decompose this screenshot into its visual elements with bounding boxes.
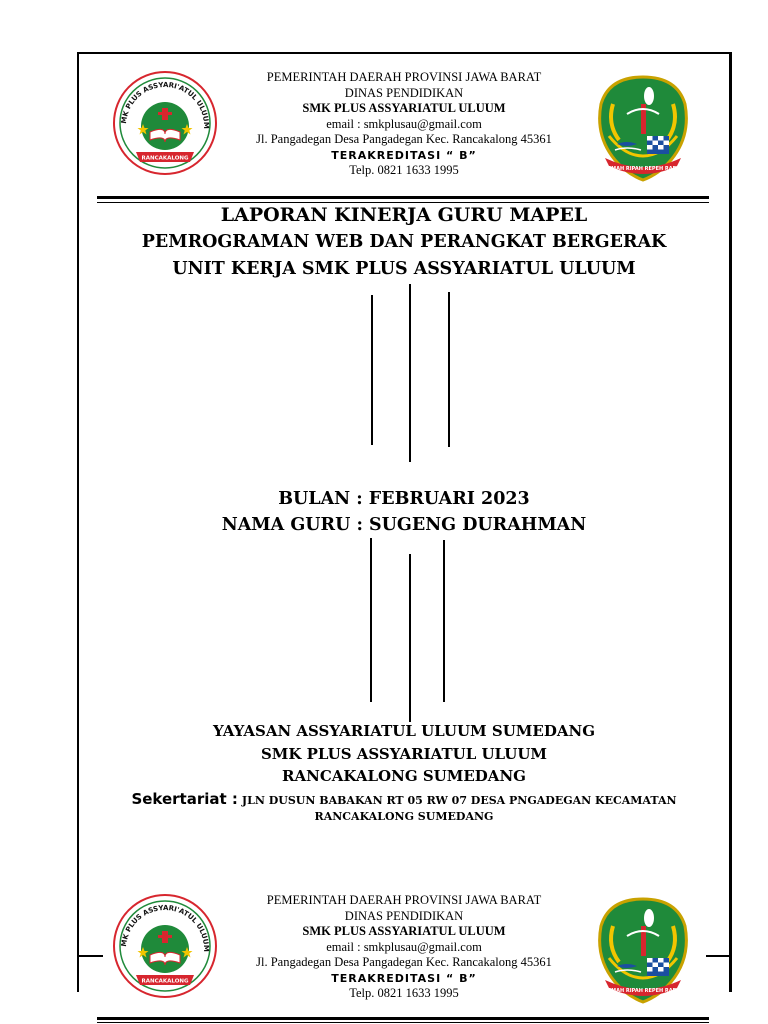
letterhead-rule-thick: [97, 196, 709, 199]
letterhead-school-name: SMK PLUS ASSYARIATUL ULUUM: [302, 101, 506, 115]
foundation-name: YAYASAN ASSYARIATUL ULUUM SUMEDANG: [212, 722, 596, 740]
secretariat-label: Sekertariat :: [131, 790, 238, 808]
logo-banner-text: RANCAKALONG: [141, 155, 189, 162]
foundation-location: RANCAKALONG SUMEDANG: [282, 767, 526, 785]
letterhead-line-2: DINAS PENDIDIKAN: [344, 908, 464, 923]
province-emblem: [597, 74, 689, 184]
decor-line: [370, 538, 372, 702]
letterhead-line-2: DINAS PENDIDIKAN: [344, 85, 464, 100]
logo-banner-text: RANCAKALONG: [141, 978, 189, 985]
foundation-block: [80, 720, 728, 788]
report-month: BULAN : FEBRUARI 2023: [278, 489, 530, 509]
letterhead-school-name: SMK PLUS ASSYARIATUL ULUUM: [302, 924, 506, 938]
letterhead-line-1: PEMERINTAH DAERAH PROVINSI JAWA BARAT: [266, 893, 542, 907]
decor-line: [443, 540, 445, 702]
frame-left-border: [77, 52, 79, 992]
letterhead-rule-thick: [97, 1017, 709, 1020]
emblem-motto: GEMAH RIPAH REPEH RAPIH: [603, 166, 683, 172]
report-unit: UNIT KERJA SMK PLUS ASSYARIATUL ULUUM: [172, 259, 636, 279]
decor-line: [371, 295, 373, 445]
letterhead-email: email : smkplusau@gmail.com: [326, 116, 482, 131]
letterhead-email: email : smkplusau@gmail.com: [326, 939, 482, 954]
emblem-motto: GEMAH RIPAH REPEH RAPIH: [603, 988, 683, 994]
letterhead-accreditation: TERAKREDITASI “ B”: [331, 148, 477, 162]
letterhead-phone: Telp. 0821 1633 1995: [349, 163, 459, 177]
secretariat-address-2: RANCAKALONG SUMEDANG: [314, 810, 494, 823]
secretariat-block: [80, 790, 728, 825]
logo-ring-text: MK PLUS ASSYARI'ATUL ULUUM: [119, 903, 211, 952]
frame-right-border: [729, 52, 732, 992]
decor-line: [409, 284, 411, 462]
decor-line: [448, 292, 450, 447]
report-title-block: [80, 202, 728, 283]
letterhead-line-1: PEMERINTAH DAERAH PROVINSI JAWA BARAT: [266, 70, 542, 84]
secretariat-address-1: JLN DUSUN BABAKAN RT 05 RW 07 DESA PNGADEGAN KECAMATAN: [241, 794, 677, 807]
frame-top-border: [77, 52, 730, 54]
report-title: LAPORAN KINERJA GURU MAPEL: [220, 204, 588, 226]
letterhead-rule-thin: [97, 1022, 709, 1023]
province-emblem: [597, 896, 689, 1006]
letterhead-phone: Telp. 0821 1633 1995: [349, 986, 459, 1000]
letterhead-address: Jl. Pangadegan Desa Pangadegan Kec. Rancakalong 45361: [256, 955, 552, 969]
report-info: [80, 486, 728, 538]
letterhead-accreditation: TERAKREDITASI “ B”: [331, 971, 477, 985]
report-subject: PEMROGRAMAN WEB DAN PERANGKAT BERGERAK: [141, 232, 667, 252]
letterhead-address: Jl. Pangadegan Desa Pangadegan Kec. Rancakalong 45361: [256, 132, 552, 146]
foundation-school: SMK PLUS ASSYARIATUL ULUUM: [260, 744, 548, 763]
logo-ring-text: MK PLUS ASSYARI'ATUL ULUUM: [119, 80, 211, 129]
teacher-name: NAMA GURU : SUGENG DURAHMAN: [221, 515, 587, 535]
decor-line: [409, 554, 411, 722]
